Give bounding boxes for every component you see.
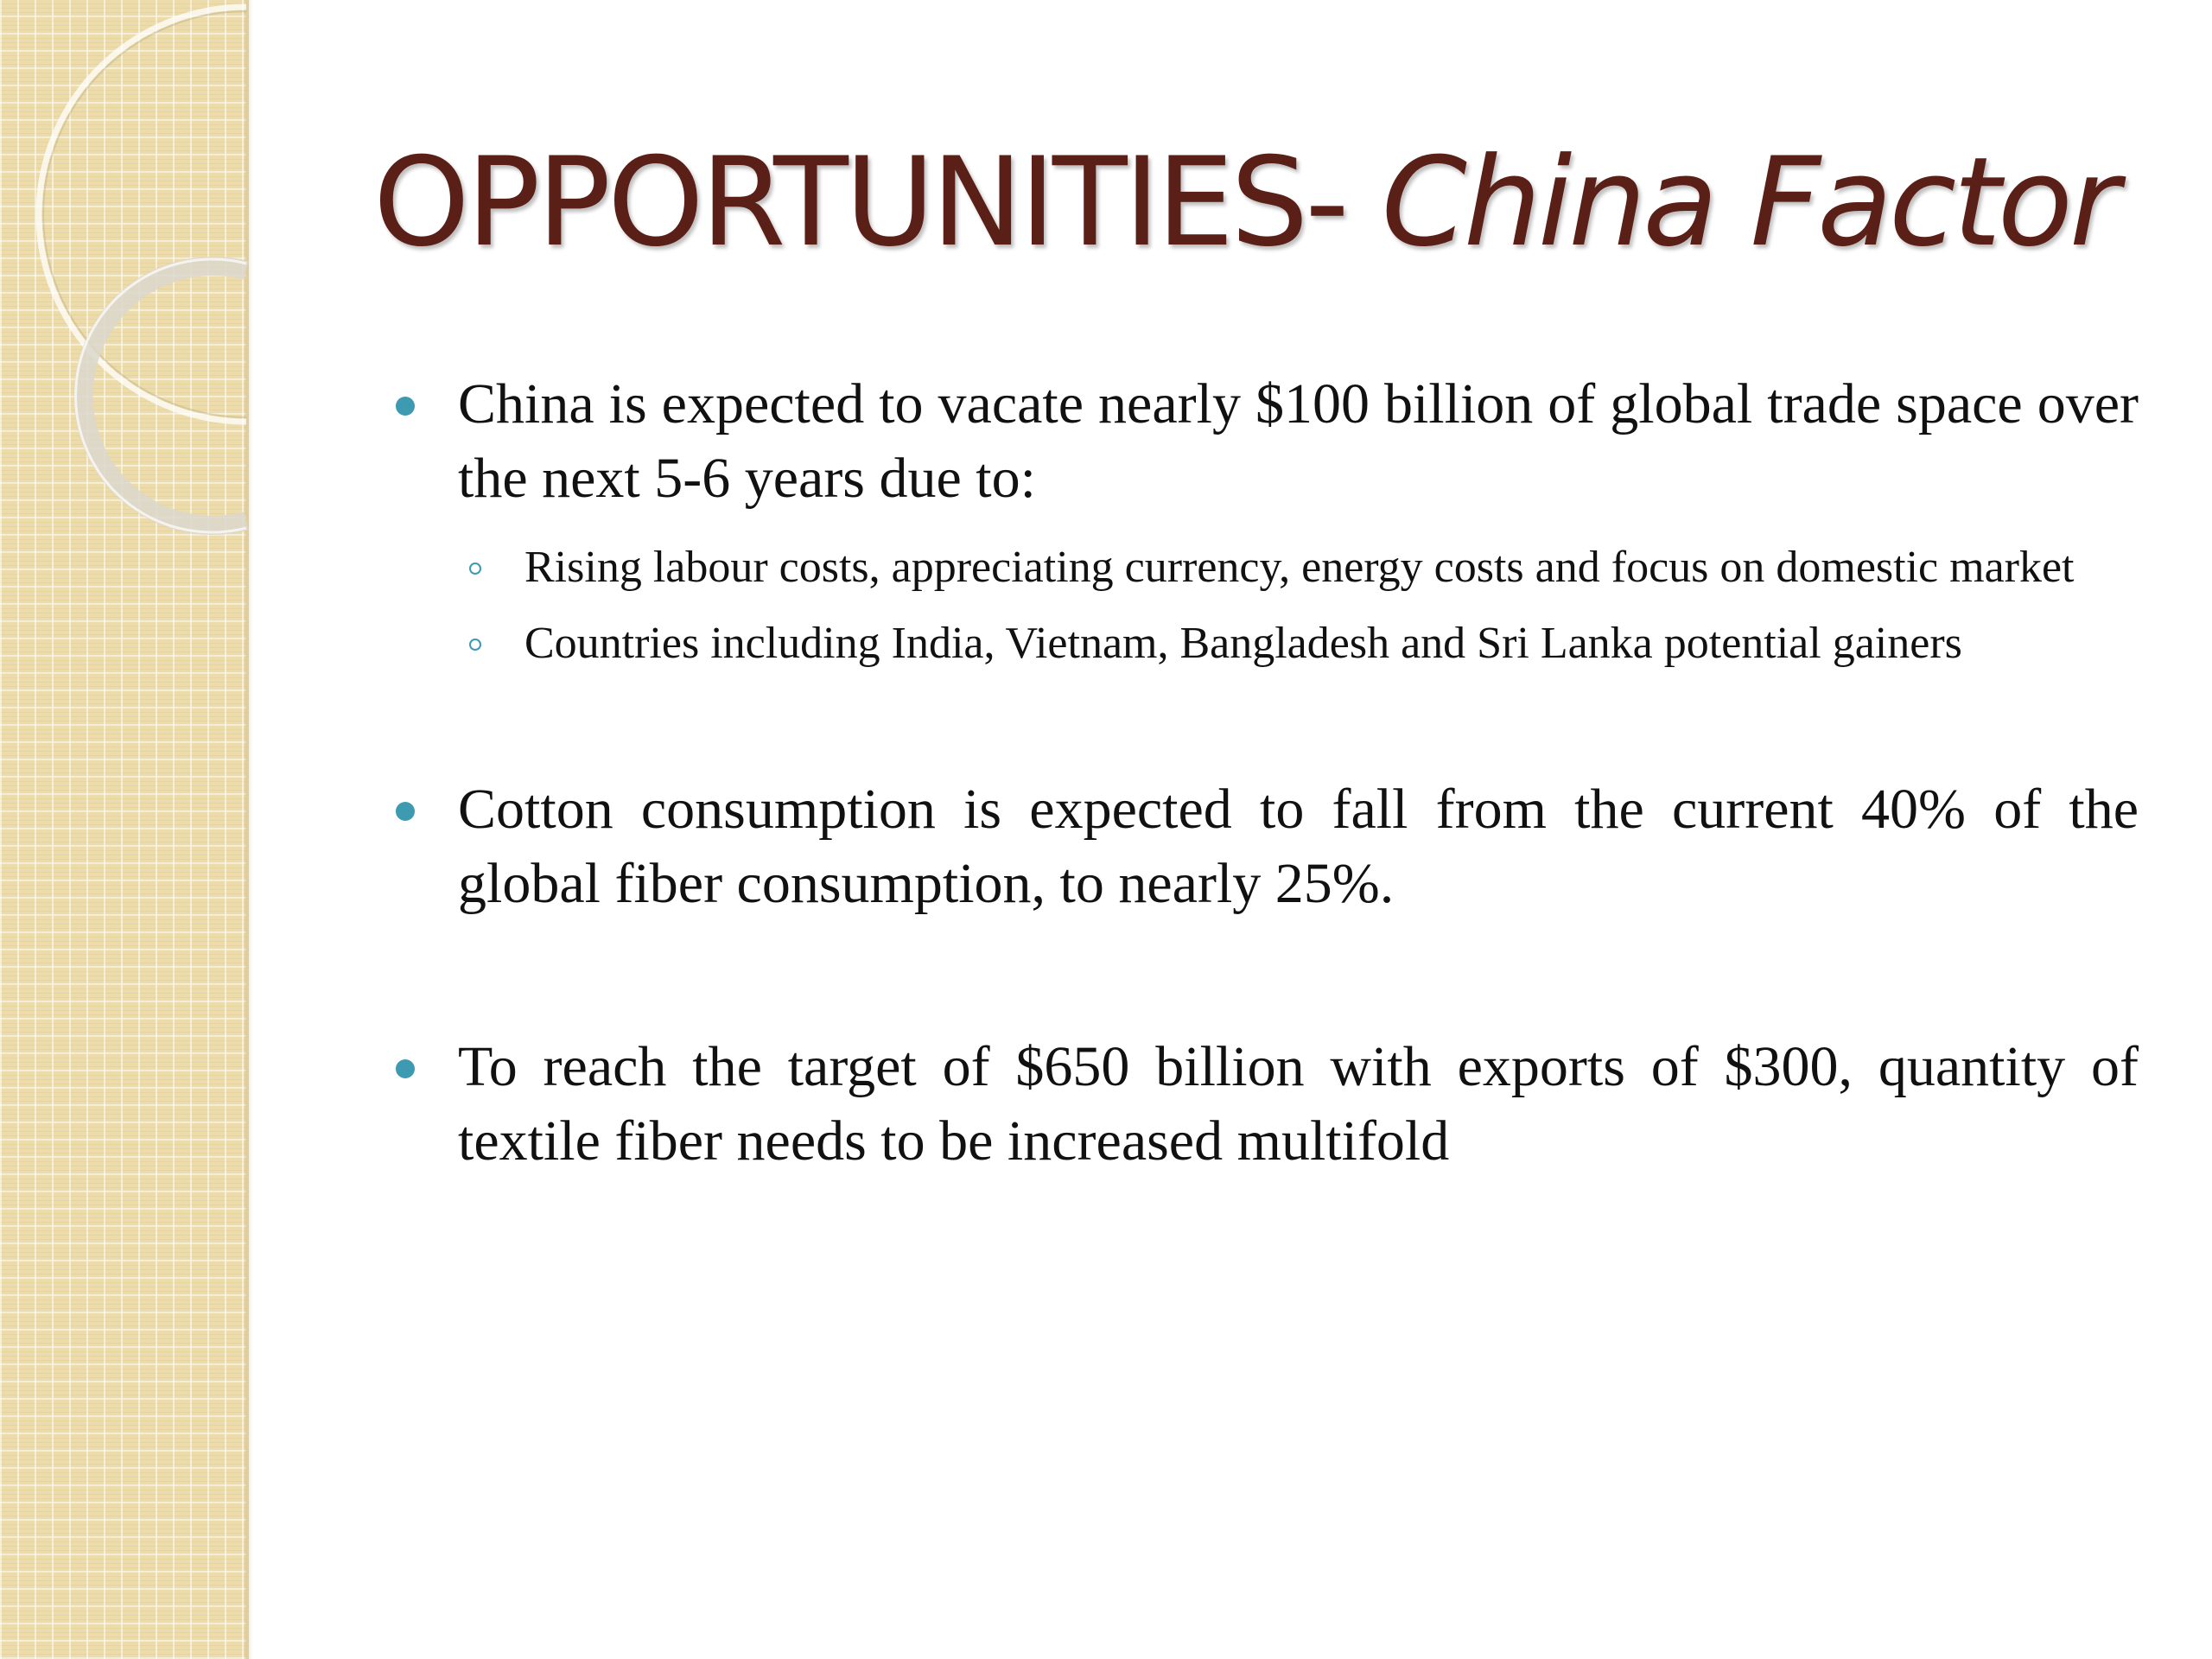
bullet-icon: [396, 802, 415, 821]
sub-bullet-text: Rising labour costs, appreciating currency, energy costs and focus on domestic market: [524, 543, 2075, 592]
decorative-rings: [0, 0, 259, 553]
sub-bullet-item: [524, 538, 2139, 597]
large-arc: [39, 7, 246, 422]
bullet-list: [458, 367, 2139, 1179]
bullet-text: Cotton consumption is expected to fall from the current 40% of the global fiber consumption, to nearly 25%.: [458, 778, 2139, 915]
bullet-icon: [396, 1059, 415, 1078]
small-ring: [84, 266, 246, 525]
title-italic: China Factor: [1381, 131, 2117, 274]
small-ring-highlight: [76, 259, 246, 532]
sub-bullet-icon: [469, 639, 481, 651]
bullet-text: To reach the target of $650 billion with exports of $300, quantity of textile fiber needs to be increased multifold: [458, 1035, 2139, 1173]
bullet-item: [458, 772, 2139, 921]
bullet-item: [458, 367, 2139, 516]
title-main: OPPORTUNITIES-: [373, 131, 1382, 274]
sub-bullet-text: Countries including India, Vietnam, Bangladesh and Sri Lanka potential gainers: [524, 619, 1962, 668]
large-arc-shade: [43, 11, 246, 417]
bullet-item: [458, 1030, 2139, 1179]
slide-title: [373, 130, 2153, 276]
bullet-text: China is expected to vacate nearly $100 billion of global trade space over the next 5-6 years due to:: [458, 372, 2139, 510]
bullet-icon: [396, 397, 415, 416]
sub-bullet-item: [524, 614, 2139, 673]
sub-bullet-icon: [469, 563, 481, 575]
